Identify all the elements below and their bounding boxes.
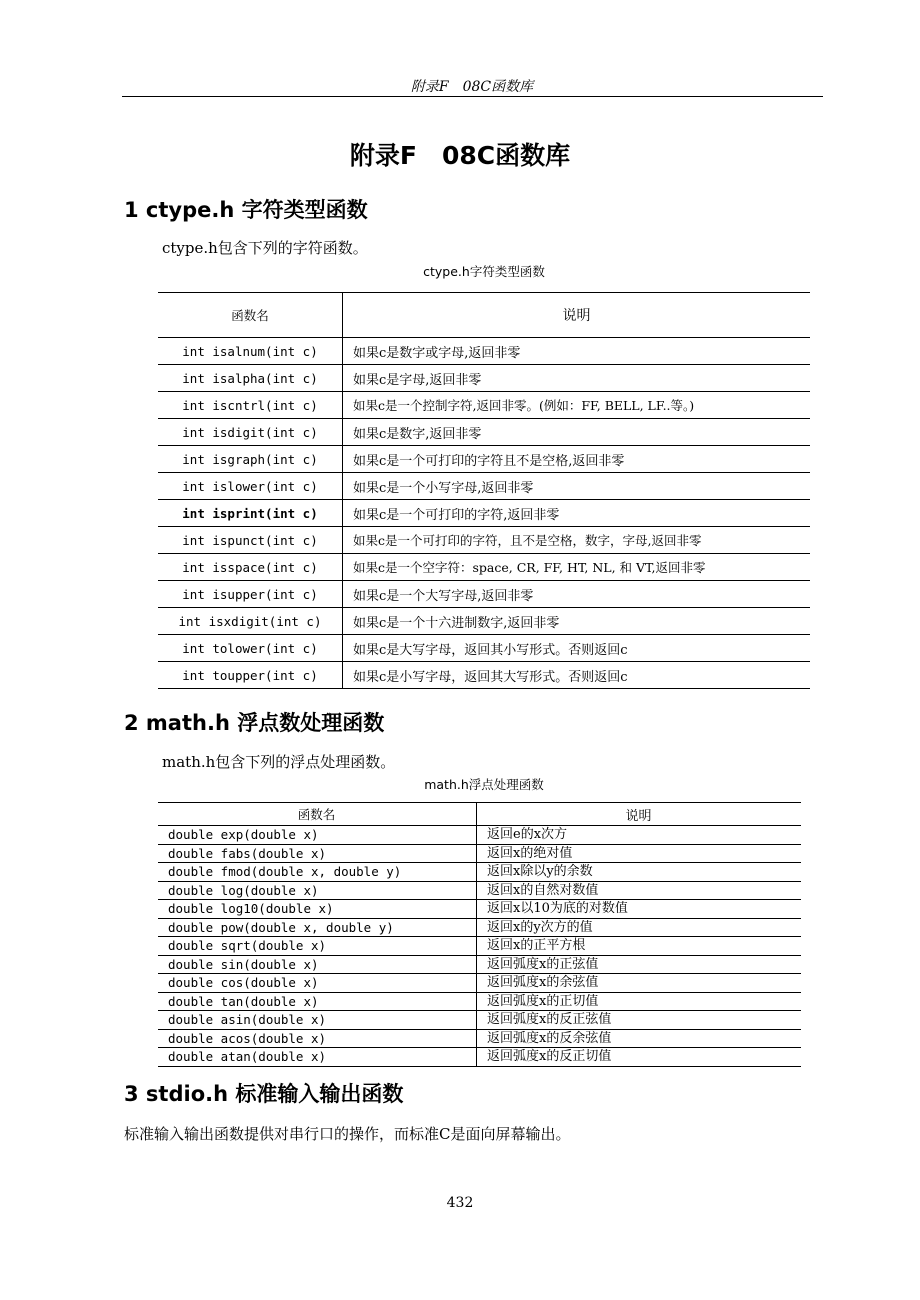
table-row [158, 918, 801, 937]
description-cell: 如果c是一个可打印的字符且不是空格,返回非零 [343, 446, 811, 473]
function-cell: double fmod(double x, double y) [158, 863, 477, 882]
description-cell: 返回x的绝对值 [477, 844, 802, 863]
table-1-caption: ctype.h字符类型函数 [423, 264, 545, 279]
function-cell: int isalnum(int c) [158, 338, 343, 365]
table-row [158, 974, 801, 993]
table-row [158, 937, 801, 956]
function-cell: double pow(double x, double y) [158, 918, 477, 937]
function-cell: double exp(double x) [158, 826, 477, 845]
function-cell: double log10(double x) [158, 900, 477, 919]
page-title: 附录F 08C函数库 [349, 141, 571, 170]
function-cell: double asin(double x) [158, 1011, 477, 1030]
description-cell: 如果c是数字或字母,返回非零 [353, 345, 521, 361]
function-cell: int toupper(int c) [158, 662, 343, 689]
function-cell: double log(double x) [158, 881, 477, 900]
table-row [158, 608, 810, 635]
function-cell: int isupper(int c) [158, 581, 343, 608]
table-row [158, 900, 801, 919]
table-row [158, 844, 801, 863]
function-cell: double sin(double x) [158, 955, 477, 974]
description-cell: 如果c是大写字母，返回其小写形式。否则返回c [343, 635, 811, 662]
description-cell: 返回x除以y的余数 [477, 863, 802, 882]
page-number: 432 [446, 1195, 474, 1211]
description-cell: 返回弧度x的反正切值 [477, 1048, 802, 1067]
function-cell: double atan(double x) [158, 1048, 477, 1067]
function-cell: int islower(int c) [158, 473, 343, 500]
function-cell: double fabs(double x) [158, 844, 477, 863]
table-row [158, 662, 810, 689]
section-1-intro: ctype.h包含下列的字符函数。 [162, 239, 368, 257]
table-row [158, 635, 810, 662]
section-3-heading: 3 stdio.h 标准输入输出函数 [124, 1082, 404, 1106]
function-cell: int tolower(int c) [158, 635, 343, 662]
table-row [158, 554, 810, 581]
table-row [158, 527, 810, 554]
description-cell: 返回弧度x的反余弦值 [477, 1029, 802, 1048]
table-row [158, 446, 810, 473]
description-cell: 如果c是字母,返回非零 [343, 365, 811, 392]
description-cell: 返回弧度x的反正弦值 [477, 1011, 802, 1030]
section-1-heading: 1 ctype.h 字符类型函数 [124, 198, 368, 222]
description-cell: 返回x以10为底的对数值 [477, 900, 802, 919]
function-cell: int isprint(int c) [158, 500, 343, 527]
function-cell: int isalpha(int c) [158, 365, 343, 392]
table-row [158, 365, 810, 392]
column-header-function: 函数名 [158, 803, 477, 826]
table-row [158, 1011, 801, 1030]
table-row [158, 1048, 801, 1067]
description-cell: 如果c是一个十六进制数字,返回非零 [343, 608, 811, 635]
table-row [158, 881, 801, 900]
description-cell: 返回弧度x的余弦值 [477, 974, 802, 993]
function-cell: int isgraph(int c) [158, 446, 343, 473]
section-2-intro: math.h包含下列的浮点处理函数。 [162, 753, 396, 771]
table-row [158, 826, 801, 845]
ctype-table [158, 292, 810, 689]
function-cell: int isdigit(int c) [158, 419, 343, 446]
description-cell: 返回x的自然对数值 [477, 881, 802, 900]
function-cell: double acos(double x) [158, 1029, 477, 1048]
description-cell: 如果c是一个可打印的字符,返回非零 [343, 500, 811, 527]
table-row [158, 419, 810, 446]
table-2-caption: math.h浮点处理函数 [424, 777, 544, 792]
function-cell: int ispunct(int c) [158, 527, 343, 554]
column-header-function: 函数名 [158, 293, 343, 338]
function-cell: int isspace(int c) [158, 554, 343, 581]
description-cell: 如果c是一个空字符：space, CR, FF, HT, NL, 和 VT,返回非零 [343, 554, 811, 581]
math-table [158, 802, 801, 1067]
function-cell: double tan(double x) [158, 992, 477, 1011]
table-row [158, 1029, 801, 1048]
section-2-heading: 2 math.h 浮点数处理函数 [124, 711, 385, 735]
description-cell: 返回x的y次方的值 [477, 918, 802, 937]
description-cell: 如果c是小写字母，返回其大写形式。否则返回c [343, 662, 811, 689]
function-cell: int isxdigit(int c) [158, 608, 343, 635]
header-rule [122, 96, 823, 97]
table-row [158, 473, 810, 500]
table-row [158, 955, 801, 974]
table-row [158, 992, 801, 1011]
description-cell: 返回弧度x的正切值 [477, 992, 802, 1011]
description-cell: 如果c是数字,返回非零 [343, 419, 811, 446]
table-row [158, 392, 810, 419]
table-row [158, 500, 810, 527]
description-cell: 返回弧度x的正弦值 [477, 955, 802, 974]
description-cell: 返回x的正平方根 [477, 937, 802, 956]
description-cell: 如果c是一个控制字符,返回非零。(例如：FF, BELL, LF..等。) [343, 392, 811, 419]
table-row [158, 863, 801, 882]
description-cell: 如果c是一个小写字母,返回非零 [343, 473, 811, 500]
running-header: 附录F 08C函数库 [410, 79, 534, 95]
column-header-description: 说明 [477, 803, 802, 826]
section-3-intro: 标准输入输出函数提供对串行口的操作，而标准C是面向屏幕输出。 [124, 1125, 571, 1143]
table-header-row [158, 293, 810, 338]
function-cell: double cos(double x) [158, 974, 477, 993]
column-header-description: 说明 [343, 293, 811, 338]
table-row [158, 338, 810, 365]
table-row [158, 581, 810, 608]
function-cell: double sqrt(double x) [158, 937, 477, 956]
description-cell: 如果c是一个可打印的字符，且不是空格，数字，字母,返回非零 [343, 527, 811, 554]
description-cell: 如果c是一个大写字母,返回非零 [343, 581, 811, 608]
table-header-row [158, 803, 801, 826]
description-cell: 返回e的x次方 [487, 827, 568, 843]
function-cell: int iscntrl(int c) [158, 392, 343, 419]
